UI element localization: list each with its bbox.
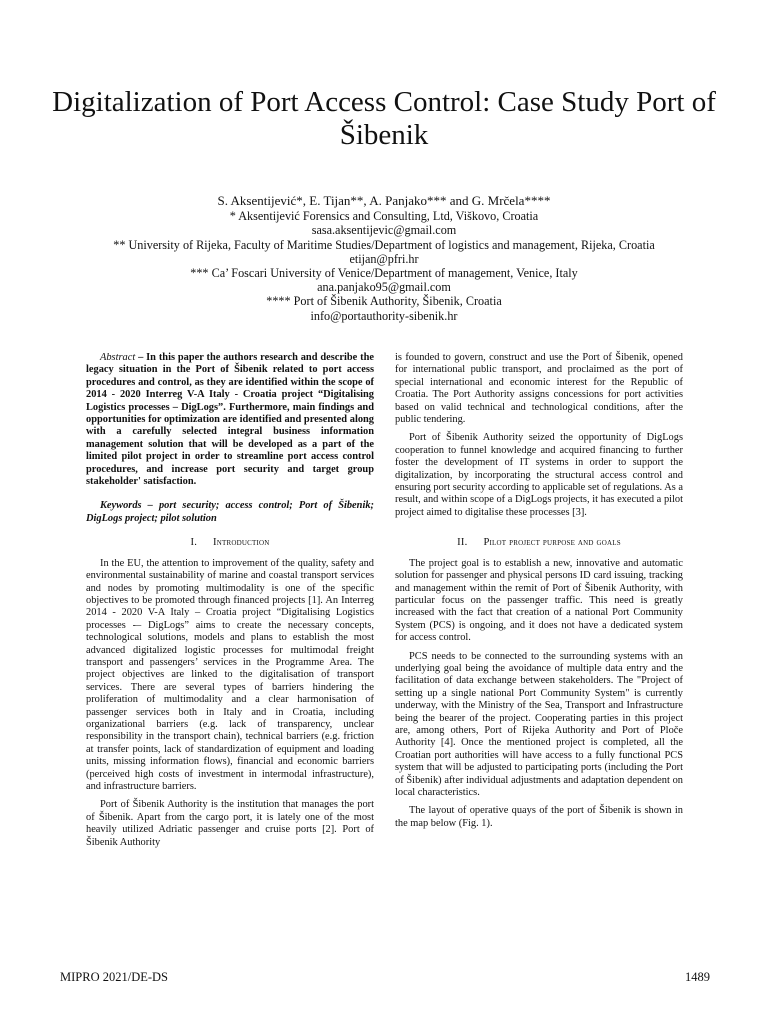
body-paragraph: The layout of operative quays of the port of Šibenik is shown in the map below (Fig. 1). bbox=[395, 805, 683, 829]
affiliation-line: *** Ca’ Foscari University of Venice/Department of management, Venice, Italy bbox=[190, 266, 578, 281]
section-title: Introduction bbox=[213, 537, 270, 549]
author-email: sasa.aksentijevic@gmail.com bbox=[311, 223, 457, 238]
right-column bbox=[395, 352, 683, 836]
footer-page-number: 1489 bbox=[685, 970, 710, 984]
body-paragraph: In the EU, the attention to improvement of the quality, safety and environmental sustainability of marine and coastal transport services and nodes by promoting multimodality is one of the specific objectives to be promoted through financed projects [1]. An Interreg 2014 - 2020 V-A Italy – Croatia project “Digitalising Logistics processes -– DigLogs” aims to create the necessary concepts, technological solutions, models and plans to establish the most advanced digitalized logistic processes for multimodal freight transport and passengers’ services in the Programme Area. The project objectives are linked to the digitalisation of transport services. There are several types of barriers hindering the proliferation of multimodality and a clear harmonisation of passenger services both in Italy and in Croatia, including organizational barriers (e.g. lack of transparency, unclear responsibility in the transport chain), technical barriers (e.g. friction at transfer points, lack of standardization of equipment and loading units, missing information flows), financial and economic barriers (perceived high costs of investment in intermodal infrastructure), and infrastructure barriers. bbox=[86, 557, 374, 792]
keywords: Keywords – port security; access control; Port of Šibenik; DigLogs project; pilot solution bbox=[86, 500, 374, 524]
section-title: Pilot project purpose and goals bbox=[483, 537, 621, 549]
affiliation-line: ** University of Rijeka, Faculty of Maritime Studies/Department of logistics and management, Rijeka, Croatia bbox=[113, 237, 655, 252]
body-paragraph: PCS needs to be connected to the surrounding systems with an underlying goal being the avoidance of multiple data entry and the facilitation of data exchange between stakeholders. The "Project of setting up a single national Port Community System" is currently underway, with the Ministry of the Sea, Transport and Infrastructure being the bearer of the project. Cooperating parties in this project are, among others, Port of Rijeka Authority and Port of Ploče Authority [4]. Once the mentioned project is completed, all the Croatian port authorities will have access to a fully functional PCS system that will be adjusted to participating ports (including the Port of Šibenik) after individual adjustments and adaptation dependent on local characteristics. bbox=[395, 650, 683, 798]
author-email: etijan@pfri.hr bbox=[349, 251, 419, 266]
author-block bbox=[60, 194, 708, 323]
affiliation-line: **** Port of Šibenik Authority, Šibenik, Croatia bbox=[266, 294, 502, 309]
body-paragraph: Port of Šibenik Authority seized the opportunity of DigLogs cooperation to funnel knowledge and acquired financing to further foster the development of IT systems in order to support the digitalization, by incorporating the structural access control and ensuring port security according to applicable set of regulations. As a result, and within scope of a DigLogs projects, it has executed a pilot project aimed to digitalise these processes [3]. bbox=[395, 432, 683, 518]
section-heading-pilot-project bbox=[395, 537, 683, 549]
body-paragraph: The project goal is to establish a new, innovative and automatic solution for passenger and physical persons ID card issuing, tracking and management within the remit of Port of Šibenik Authority, with particular focus on the passenger traffic. This need is greatly increased with the fact that creation of a national Port Community System (PCS) is ongoing, and it does not have a dedicated system for access control. bbox=[395, 557, 683, 644]
author-names: S. Aksentijević*, E. Tijan**, A. Panjako*** and G. Mrčela**** bbox=[217, 193, 551, 208]
abstract bbox=[86, 352, 374, 488]
section-number: II. bbox=[457, 537, 468, 549]
left-column bbox=[86, 352, 374, 855]
body-paragraph: Port of Šibenik Authority is the institution that manages the port of Šibenik. Apart from the cargo port, it is lately one of the most heavily utilized Adriatic passenger and cruise ports [2]. Port of Šibenik Authority bbox=[86, 799, 374, 848]
author-email: ana.panjako95@gmail.com bbox=[317, 280, 451, 295]
body-paragraph: is founded to govern, construct and use the Port of Šibenik, opened for international public transport, and proclaimed as the port of special international and economic interest for the Republic of Croatia. The Port Authority assigns concessions for port activities based on valid technical and technological conditions, after the public tendering. bbox=[395, 352, 683, 426]
abstract-lead: Abstract bbox=[100, 352, 136, 363]
paper-title: Digitalization of Port Access Control: Case Study Port of Šibenik bbox=[52, 86, 716, 151]
abstract-text: – In this paper the authors research and describe the legacy situation in the Port of Šibenik related to port access procedures and control, as they are identified within the scope of 2014 - 2020 Interreg V-A Italy - Croatia project “Digitalising Logistics processes – DigLogs”. Furthermore, main findings and opportunities for optimization are identified and presented along with a carefully selected integral business information management solution that will be developed as a part of the limited pilot project in order to streamline port access control procedures, and increase port security and target group stakeholder' satisfaction. bbox=[86, 352, 374, 488]
author-email: info@portauthority-sibenik.hr bbox=[310, 308, 458, 323]
section-number: I. bbox=[190, 537, 198, 549]
affiliation-line: * Aksentijević Forensics and Consulting, Ltd, Viškovo, Croatia bbox=[229, 209, 539, 224]
footer-conference: MIPRO 2021/DE-DS bbox=[60, 970, 168, 984]
section-heading-introduction bbox=[86, 537, 374, 549]
